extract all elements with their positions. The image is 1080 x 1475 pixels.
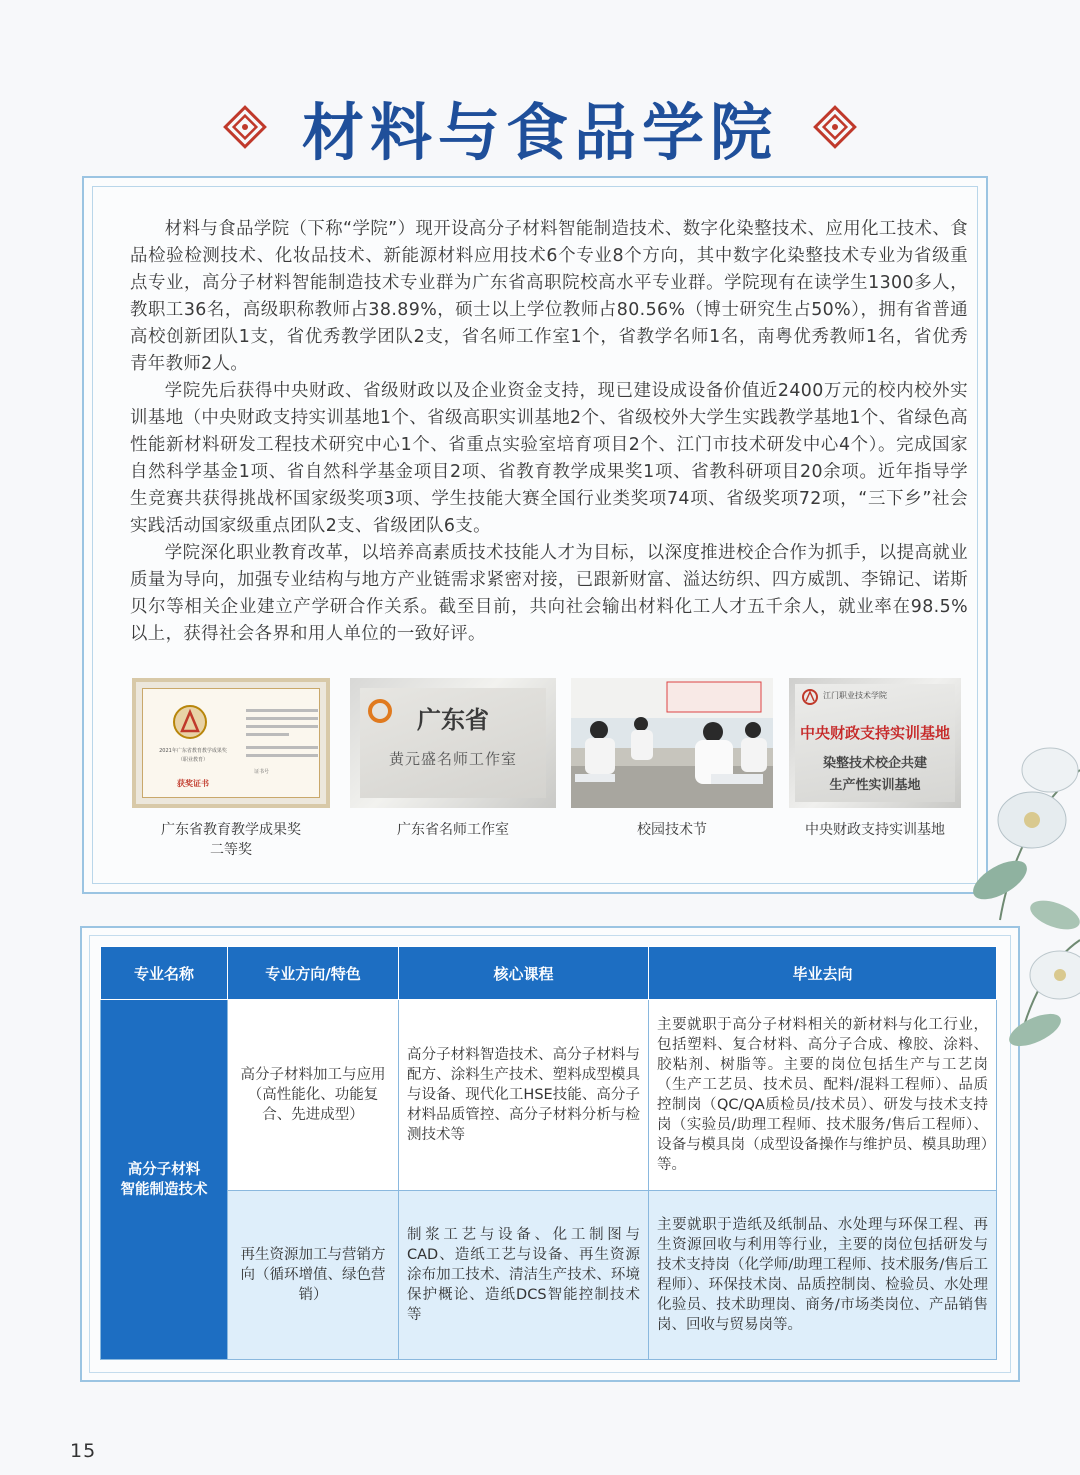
direction-cell: 再生资源加工与营销方向（循环增值、绿色营销） (228, 1191, 399, 1360)
plaque-province: 广东省 (417, 706, 489, 734)
caption-1-line-1: 广东省教育教学成果奖 (161, 822, 301, 838)
page-title: 材料与食品学院 (301, 95, 778, 169)
photo-famous-teacher-studio (350, 678, 556, 808)
intro-paragraph-1: 材料与食品学院（下称“学院”）现开设高分子材料智能制造技术、数字化染整技术、应用化工技术、食品检验检测技术、化妆品技术、新能源材料应用技术6个专业8个方向，其中数字化染整技术专业为省级重点专业，高分子材料智能制造技术专业群为广东省高职院校高水平专业群。学院现有在读学生1300多人，教职工36名，高级职称教师占38.89%，硕士以上学位教师占80.56%（博士研究生占50%），拥有省普通高校创新团队1支，省优秀教学团队2支，省名师工作室1个，省教学名师1名，南粤优秀教师1名，省优秀青年教师2人。 (130, 219, 968, 374)
major-table (100, 946, 997, 1360)
destination-cell: 主要就职于造纸及纸制品、水处理与环保工程、再生资源回收与利用等行业，主要的岗位包括研发与技术支持岗（化学师/助理工程师、技术服务/售后工程师）、环保技术岗、品质控制岗、检验员、水处理化验员、技术助理岗、商务/市场类岗位、产品销售岗、回收与贸易岗等。 (649, 1191, 997, 1360)
cert-number: 证书号 (254, 769, 270, 775)
table-row (101, 1000, 997, 1191)
photo-caption-4: 中央财政支持实训基地 (805, 822, 945, 838)
intro-paragraph-3: 学院深化职业教育改革，以培养高素质技术技能人才为目标，以深度推进校企合作为抓手，以提高就业质量为导向，加强专业结构与地方产业链需求紧密对接，已跟新财富、溢达纺织、四方威凯、李锦记、诺斯贝尔等相关企业建立产学研合作关系。截至目前，共向社会输出材料化工人才五千余人，就业率在98.5%以上，获得社会各界和用人单位的一致好评。 (130, 543, 968, 644)
photo-central-finance-base (789, 678, 961, 808)
title-bar (0, 82, 1080, 172)
header-direction: 专业方向/特色 (228, 947, 399, 1000)
cert-stamp: 获奖证书 (177, 779, 209, 788)
header-major: 专业名称 (101, 947, 228, 1000)
decorative-flower-icon (940, 740, 1080, 1080)
major-name-cell: 高分子材料 智能制造技术 (101, 1000, 228, 1360)
courses-cell: 制浆工艺与设备、化工制图与CAD、造纸工艺与设备、再生资源涂布加工技术、清洁生产技术、环境保护概论、造纸DCS智能控制技术等 (399, 1191, 649, 1360)
lab-scene-illustration (571, 678, 773, 808)
photo-tech-festival (571, 678, 773, 808)
photo-caption-2: 广东省名师工作室 (397, 822, 509, 838)
direction-cell: 高分子材料加工与应用（高性能化、功能复合、先进成型） (228, 1000, 399, 1191)
photo-caption-1 (132, 820, 330, 860)
cert-subtitle: （职业教育） (177, 757, 208, 763)
table-header-row (101, 947, 997, 1000)
cert-title: 2021年广东省教育教学成果奖 (159, 748, 227, 754)
header-courses: 核心课程 (399, 947, 649, 1000)
header-destination: 毕业去向 (649, 947, 997, 1000)
photo-caption-3: 校园技术节 (637, 822, 707, 838)
photo-award-certificate (132, 678, 330, 808)
plaque-studio: 黄元盛名师工作室 (388, 750, 517, 768)
left-knot-ornament-icon (222, 104, 268, 150)
page-number: 15 (70, 1440, 97, 1462)
plaque-header: 江门职业技术学院 (823, 691, 887, 700)
table-row (101, 1191, 997, 1360)
emblem-icon (172, 704, 208, 740)
intro-paragraph-2: 学院先后获得中央财政、省级财政以及企业资金支持，现已建设成设备价值近2400万元的校内校外实训基地（中央财政支持实训基地1个、省级高职实训基地2个、省级校外大学生实践教学基地1个、省绿色高性能新材料研发工程技术研究中心1个、省重点实验室培育项目2个、江门市技术研发中心4个）。完成国家自然科学基金1项、省自然科学基金项目2项、省教育教学成果奖1项、省教科研项目20余项。近年指导学生竞赛共获得挑战杯国家级奖项3项、学生技能大赛全国行业类奖项74项、省级奖项72项，“三下乡”社会实践活动国家级重点团队2支、省级团队6支。 (130, 381, 968, 536)
plaque-line-3: 生产性实训基地 (829, 778, 921, 793)
destination-cell: 主要就职于高分子材料相关的新材料与化工行业，包括塑料、复合材料、高分子合成、橡胶、涂料、胶粘剂、树脂等。主要的岗位包括生产与工艺岗（生产工艺员、技术员、配料/混料工程师）、品质控制岗（QC/QA质检员/技术员）、研发与技术支持岗（实验员/助理工程师、技术服务/售后工程师）、设备与模具岗（成型设备操作与维护员、模具助理）等。 (649, 1000, 997, 1191)
school-logo-icon (801, 688, 819, 706)
courses-cell: 高分子材料智造技术、高分子材料与配方、涂料生产技术、塑料成型模具与设备、现代化工HSE技能、高分子材料品质管控、高分子材料分析与检测技术等 (399, 1000, 649, 1191)
plaque-red-line: 中央财政支持实训基地 (799, 724, 950, 742)
caption-1-line-2: 二等奖 (210, 842, 252, 858)
plaque-line-2: 染整技术校企共建 (822, 756, 927, 771)
right-knot-ornament-icon (812, 104, 858, 150)
